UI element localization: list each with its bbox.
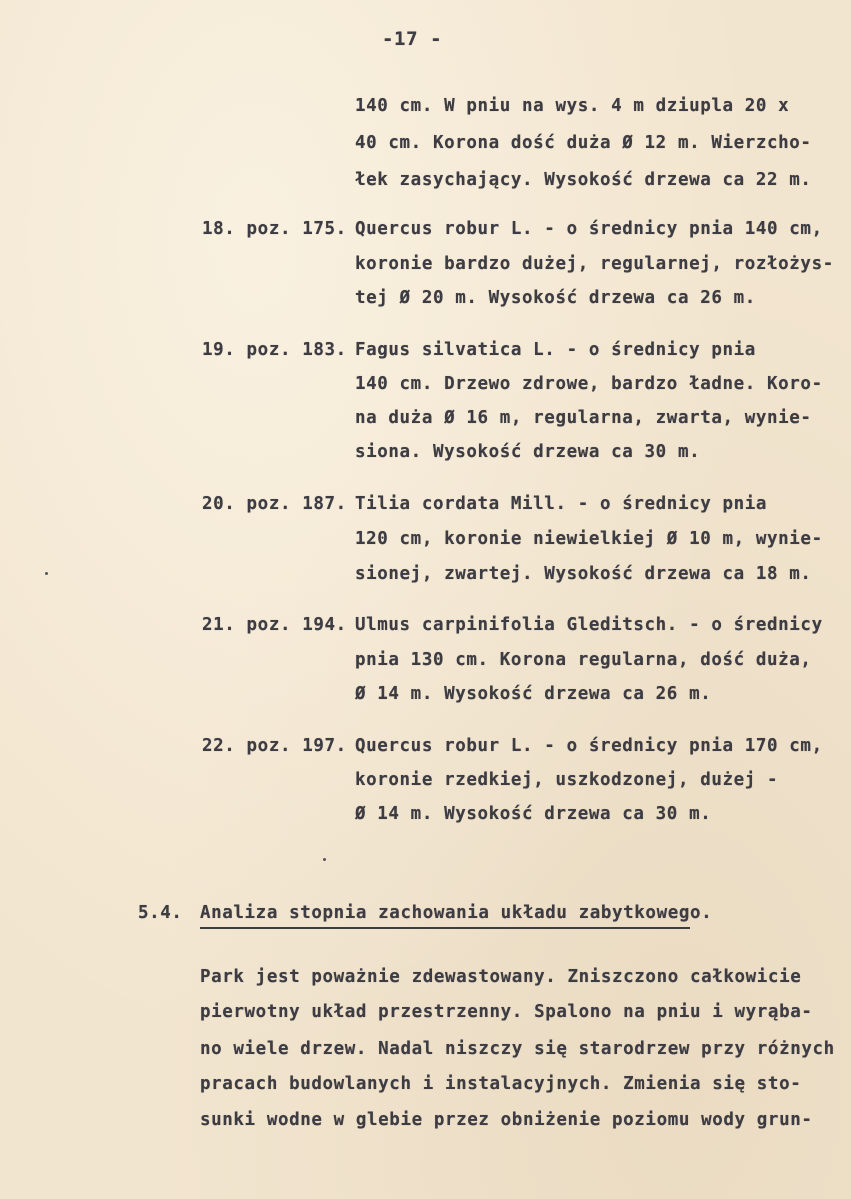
section-title-underline bbox=[200, 927, 690, 929]
entry-21-line-1: Ulmus carpinifolia Gleditsch. - o średnicy bbox=[355, 615, 823, 635]
page-number: -17 - bbox=[382, 28, 443, 50]
entry-22-line-1: Quercus robur L. - o średnicy pnia 170 cm, bbox=[355, 736, 823, 756]
entry-21-number: 21. poz. 194. bbox=[202, 615, 347, 635]
entry-19-line-1: Fagus silvatica L. - o średnicy pnia bbox=[355, 340, 756, 360]
paragraph-line-1: Park jest poważnie zdewastowany. Zniszczono całkowicie bbox=[200, 967, 802, 987]
entry-20-number: 20. poz. 187. bbox=[202, 494, 347, 514]
continuation-line-2: 40 cm. Korona dość duża Ø 12 m. Wierzcho- bbox=[355, 133, 812, 153]
entry-20-line-3: sionej, zwartej. Wysokość drzewa ca 18 m. bbox=[355, 564, 812, 584]
entry-18-number: 18. poz. 175. bbox=[202, 219, 347, 239]
entry-19-line-3: na duża Ø 16 m, regularna, zwarta, wynie- bbox=[355, 408, 812, 428]
continuation-line-3: łek zasychający. Wysokość drzewa ca 22 m. bbox=[355, 170, 812, 190]
continuation-line-1: 140 cm. W pniu na wys. 4 m dziupla 20 x bbox=[355, 96, 790, 116]
paragraph-line-2: pierwotny układ przestrzenny. Spalono na pniu i wyrąba- bbox=[200, 1002, 813, 1022]
entry-21-line-2: pnia 130 cm. Korona regularna, dość duża, bbox=[355, 650, 812, 670]
entry-21-line-3: Ø 14 m. Wysokość drzewa ca 26 m. bbox=[355, 684, 712, 704]
entry-22-number: 22. poz. 197. bbox=[202, 736, 347, 756]
entry-19-line-2: 140 cm. Drzewo zdrowe, bardzo ładne. Koro- bbox=[355, 374, 823, 394]
entry-19-number: 19. poz. 183. bbox=[202, 340, 347, 360]
entry-18-line-3: tej Ø 20 m. Wysokość drzewa ca 26 m. bbox=[355, 288, 756, 308]
entry-22-line-3: Ø 14 m. Wysokość drzewa ca 30 m. bbox=[355, 804, 712, 824]
section-number: 5.4. bbox=[138, 903, 183, 923]
ink-speck bbox=[323, 858, 326, 861]
paragraph-line-3: no wiele drzew. Nadal niszczy się starodrzew przy różnych bbox=[200, 1039, 835, 1059]
entry-22-line-2: koronie rzedkiej, uszkodzonej, dużej - bbox=[355, 770, 779, 790]
paragraph-line-4: pracach budowlanych i instalacyjnych. Zmienia się sto- bbox=[200, 1074, 802, 1094]
entry-20-line-1: Tilia cordata Mill. - o średnicy pnia bbox=[355, 494, 768, 514]
entry-20-line-2: 120 cm, koronie niewielkiej Ø 10 m, wynie- bbox=[355, 529, 823, 549]
section-title: Analiza stopnia zachowania układu zabytkowego. bbox=[200, 903, 713, 923]
entry-18-line-1: Quercus robur L. - o średnicy pnia 140 cm, bbox=[355, 219, 823, 239]
entry-19-line-4: siona. Wysokość drzewa ca 30 m. bbox=[355, 442, 701, 462]
entry-18-line-2: koronie bardzo dużej, regularnej, rozłożys- bbox=[355, 254, 834, 274]
paragraph-line-5: sunki wodne w glebie przez obniżenie poziomu wody grun- bbox=[200, 1110, 813, 1130]
ink-speck bbox=[45, 572, 48, 575]
